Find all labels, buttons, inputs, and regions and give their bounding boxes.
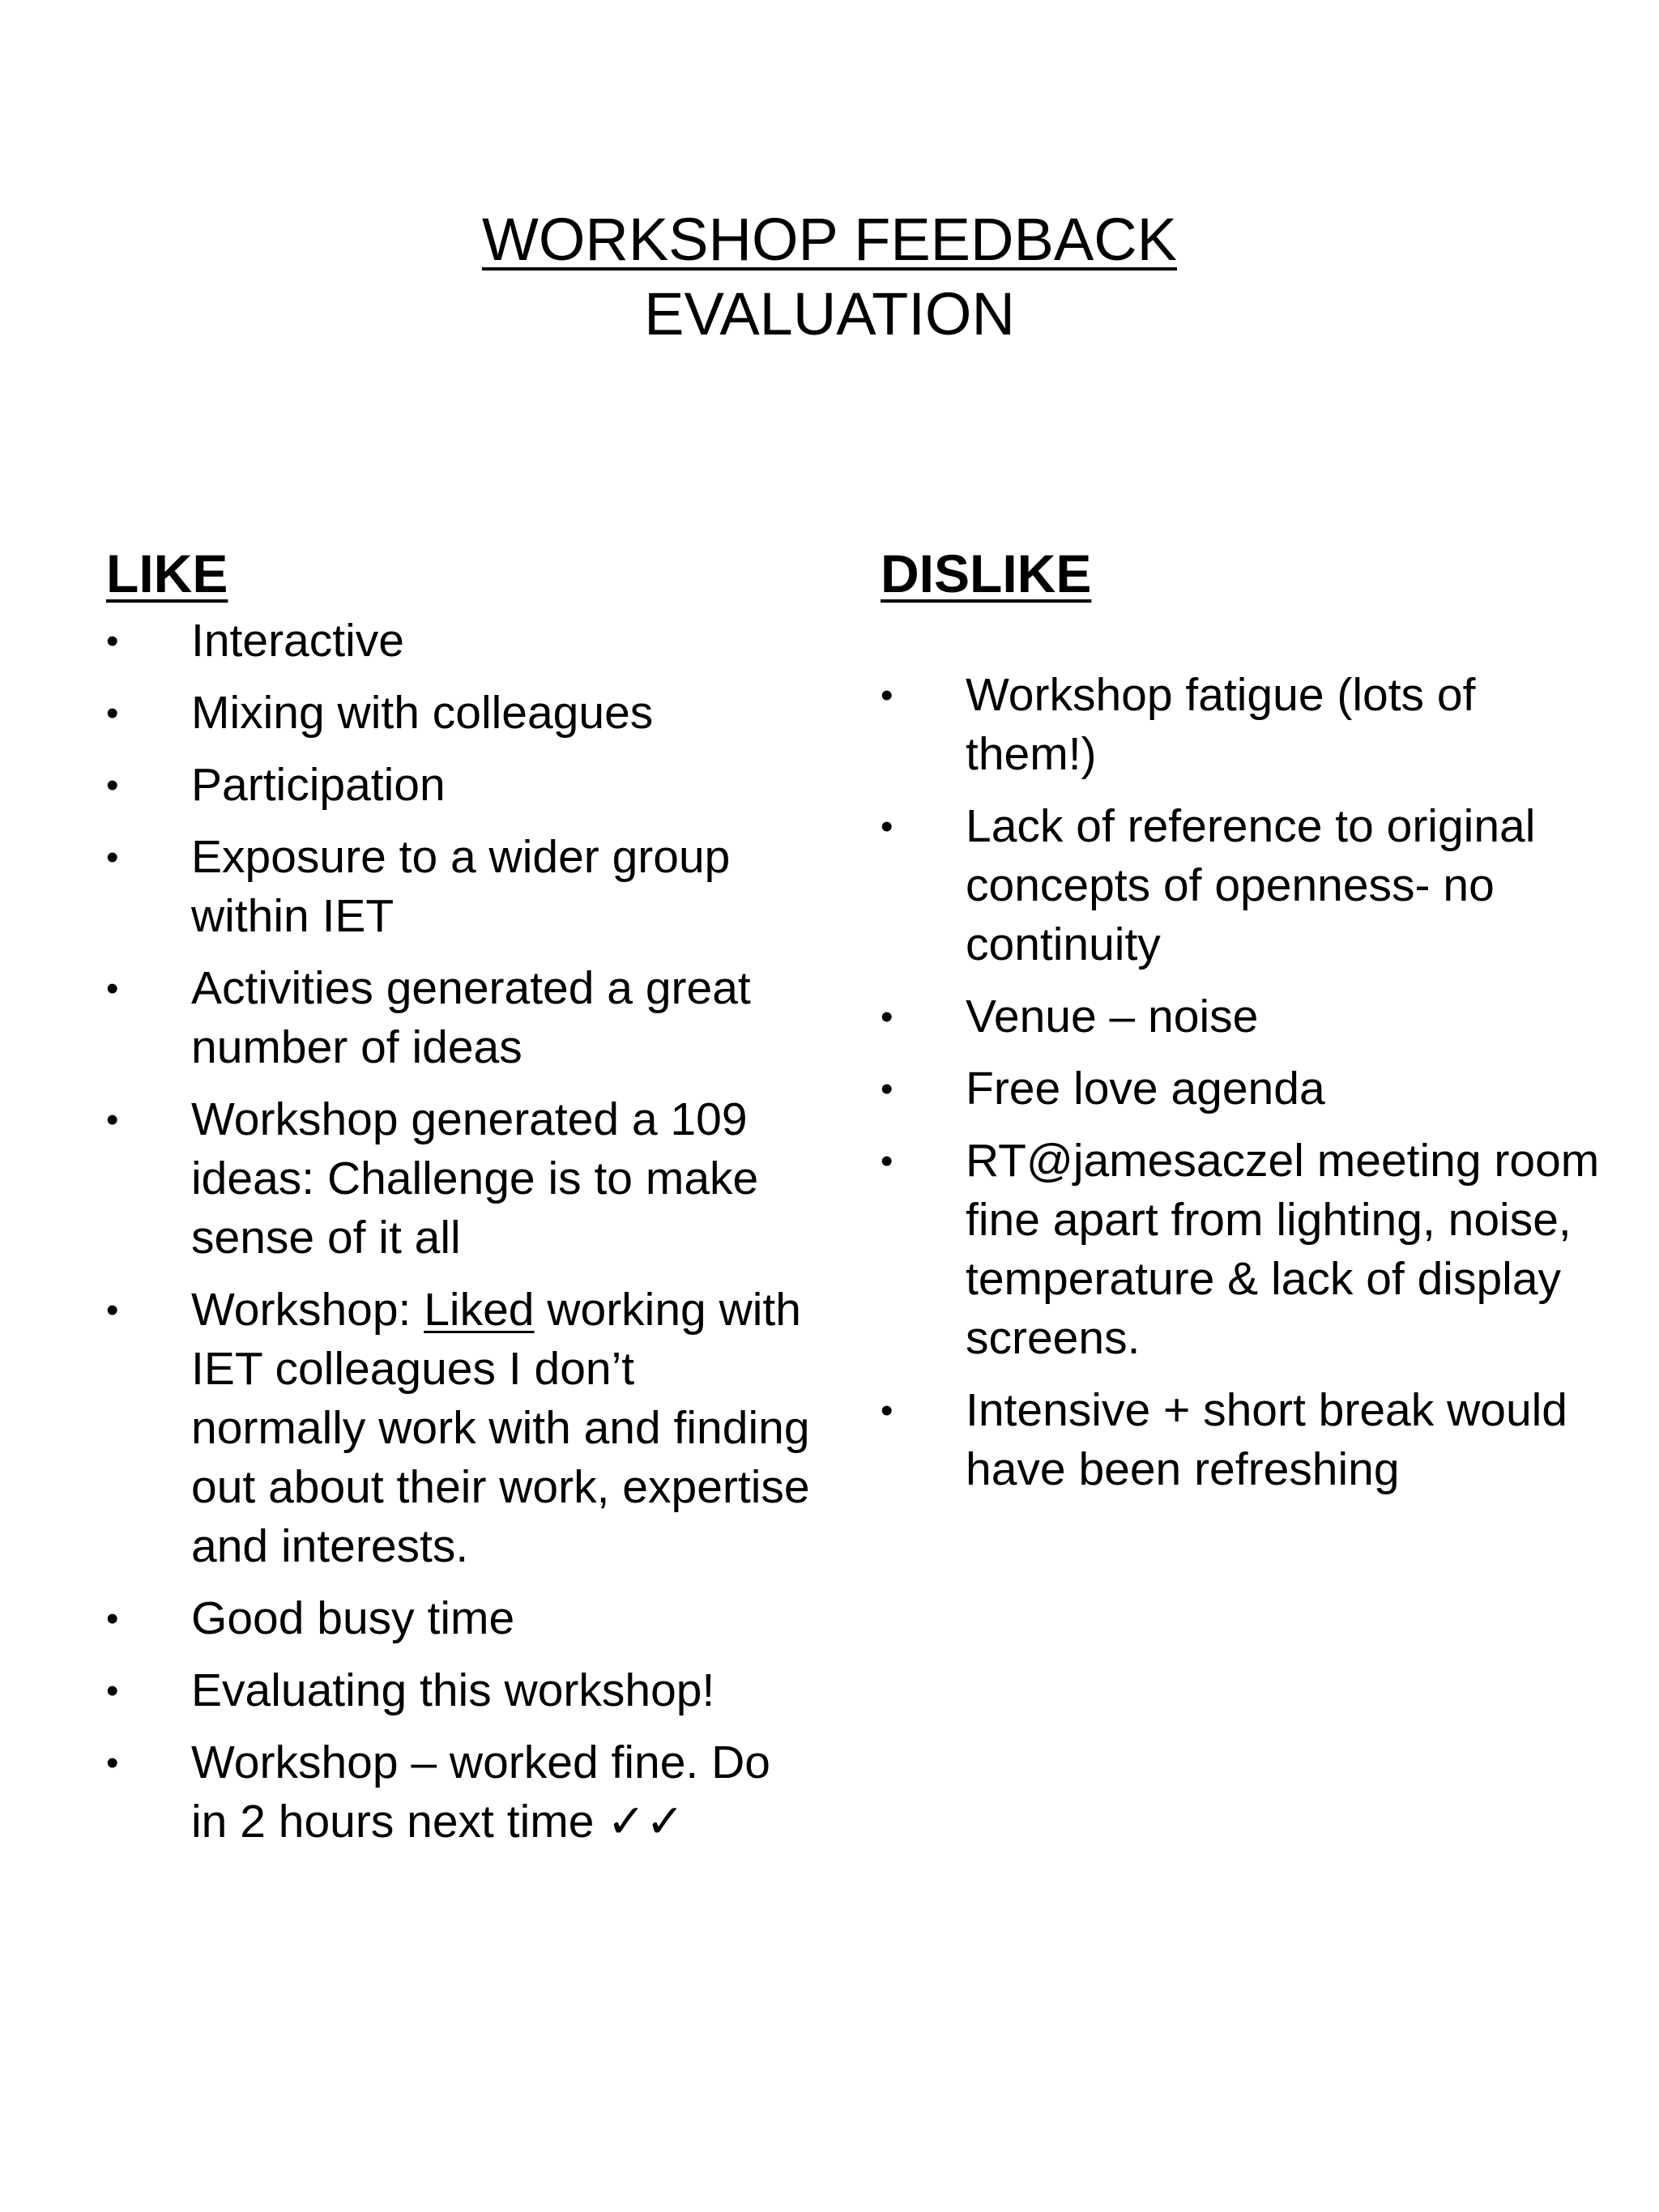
bullet-icon: • (881, 676, 893, 715)
like-item-text: Workshop – worked fine. Do in 2 hours next time ✓✓ (191, 1737, 770, 1848)
bullet-icon: • (106, 1743, 119, 1783)
dislike-item (881, 987, 1610, 1046)
dislike-heading: DISLIKE (881, 543, 1092, 603)
dislike-item-text: Intensive + short break would have been refreshing (966, 1384, 1568, 1495)
dislike-item-text: Workshop fatigue (lots of them!) (966, 669, 1476, 780)
like-item (106, 1589, 819, 1648)
dislike-list (881, 666, 1610, 1499)
like-item (106, 1090, 819, 1268)
like-item (106, 1661, 819, 1720)
like-item-text: Participation (191, 759, 446, 811)
bullet-icon: • (106, 837, 119, 877)
like-item-text: Workshop generated a 109 ideas: Challenge is to make sense of it all (191, 1093, 759, 1264)
like-item (106, 1281, 819, 1576)
bullet-icon: • (106, 693, 119, 733)
dislike-item (881, 797, 1610, 974)
bullet-icon: • (106, 1671, 119, 1711)
like-item (106, 612, 819, 671)
bullet-icon: • (106, 1599, 119, 1639)
like-item (106, 828, 819, 946)
bullet-icon: • (106, 1100, 119, 1140)
like-item (106, 959, 819, 1077)
like-item-text-before: Workshop: (191, 1284, 424, 1336)
like-item-text: Evaluating this workshop! (191, 1664, 715, 1716)
title-line-2: EVALUATION (644, 280, 1015, 347)
like-heading: LIKE (106, 543, 228, 603)
bullet-icon: • (881, 1069, 893, 1109)
bullet-icon: • (881, 997, 893, 1037)
dislike-item-text: RT@jamesaczel meeting room fine apart from lighting, noise, temperature & lack of display screens. (966, 1135, 1600, 1364)
bullet-icon: • (106, 765, 119, 805)
dislike-item (881, 666, 1610, 784)
like-item (106, 684, 819, 743)
dislike-item-text: Free love agenda (966, 1063, 1325, 1115)
dislike-item (881, 1132, 1610, 1368)
bullet-icon: • (881, 1141, 893, 1181)
dislike-item (881, 1381, 1610, 1499)
like-item-underlined-word: Liked (424, 1284, 535, 1336)
like-column (106, 541, 819, 1865)
bullet-icon: • (106, 1290, 119, 1330)
bullet-icon: • (881, 807, 893, 846)
bullet-icon: • (881, 1391, 893, 1430)
bullet-icon: • (106, 621, 119, 661)
document-title (0, 202, 1659, 352)
like-item-text: Interactive (191, 615, 404, 667)
like-item (106, 756, 819, 815)
like-list (106, 612, 819, 1852)
like-item-text-after: working with IET colleagues I don’t normally work with and finding out about their work, expertise and interests. (191, 1284, 810, 1572)
bullet-icon: • (106, 969, 119, 1008)
like-item-text: Activities generated a great number of ideas (191, 962, 751, 1073)
like-item-text: Good busy time (191, 1592, 515, 1644)
like-item (106, 1733, 819, 1852)
dislike-item-text: Venue – noise (966, 991, 1259, 1042)
like-item-text: Exposure to a wider group within IET (191, 831, 731, 942)
dislike-column (881, 541, 1610, 1512)
dislike-item-text: Lack of reference to original concepts of openness- no continuity (966, 800, 1536, 970)
like-item-text: Mixing with colleagues (191, 687, 654, 739)
dislike-item (881, 1059, 1610, 1119)
title-line-1: WORKSHOP FEEDBACK (481, 206, 1177, 273)
